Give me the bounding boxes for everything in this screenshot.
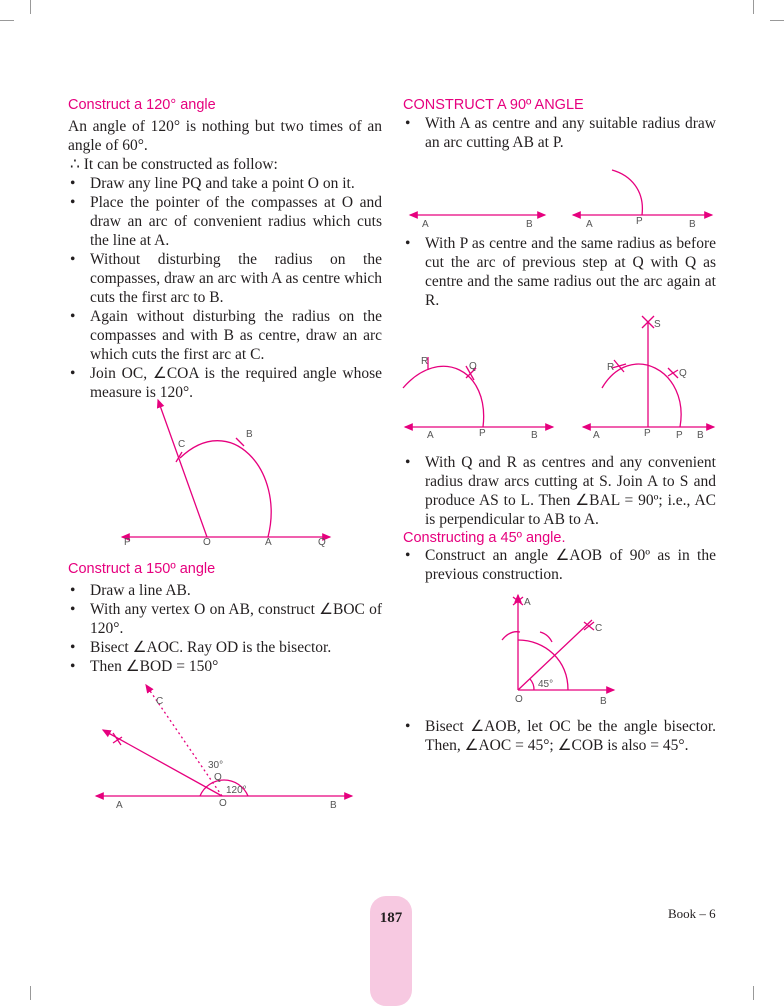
diagram-label: A	[116, 800, 123, 811]
list-item: • Bisect ∠AOB, let OC be the angle bisector. Then, ∠AOC = 45°; ∠COB is also = 45°.	[405, 718, 716, 754]
diagram-label: A	[427, 430, 434, 441]
diagram-label: C	[156, 696, 164, 707]
list-item: • Join OC, ∠COA is the required angle whose measure is 120°.	[70, 365, 382, 401]
text: Draw a line AB.	[90, 582, 191, 599]
text: Place the pointer of the compasses at O and draw an arc of convenient radius which cuts the line at A.	[90, 194, 382, 249]
diagram-label: 120°	[226, 785, 247, 796]
diagram-label: 30°	[208, 760, 224, 771]
diagram-label: B	[600, 696, 607, 707]
diagram-label: A	[422, 219, 429, 230]
diagram-label: P	[644, 428, 651, 439]
diagram-45-angle	[502, 595, 614, 690]
text: Without disturbing the radius on the compasses, draw an arc with A as centre which cuts the first arc to B.	[90, 251, 382, 306]
therefore-line: ∴ It can be constructed as follow:	[70, 156, 278, 173]
text: With P as centre and the same radius as before cut the arc of previous step at Q with Q as centre and the same radius out the arc again at R.	[425, 235, 716, 309]
diagram-label: B	[697, 430, 704, 441]
list-item: • Draw any line PQ and take a point O on it.	[70, 175, 355, 192]
diagram-label: R	[607, 362, 615, 373]
diagram-label: P	[676, 430, 683, 441]
diagram-label: A	[524, 597, 531, 608]
heading-90: CONSTRUCT A 90º ANGLE	[403, 97, 584, 113]
list-item: • Construct an angle ∠AOB of 90º as in the previous construction.	[405, 547, 716, 583]
text: Again without disturbing the radius on the compasses and with B as centre, draw an arc which cuts the first arc at C.	[90, 308, 382, 363]
diagram-label: O	[515, 694, 523, 705]
list-item: • Draw a line AB.	[70, 582, 191, 599]
heading-45: Constructing a 45º angle.	[403, 530, 566, 546]
list-item: • With A as centre and any suitable radius draw an arc cutting AB at P.	[405, 115, 716, 151]
diagram-label: B	[526, 219, 533, 230]
diagram-label: A	[586, 219, 593, 230]
diagram-label: Q	[469, 361, 477, 372]
label-q: Q	[318, 537, 326, 548]
label-b: B	[246, 429, 253, 440]
text: Draw any line PQ and take a point O on it.	[90, 175, 355, 192]
text: With any vertex O on AB, construct ∠BOC of 120°.	[90, 601, 382, 637]
diagram-90-step2	[403, 316, 714, 427]
diagram-150-angle	[96, 685, 352, 796]
text: Join OC, ∠COA is the required angle whose measure is 120°.	[90, 365, 382, 401]
text: Then ∠BOD = 150°	[90, 658, 219, 675]
list-item: • With Q and R as centres and any convenient radius draw arcs cutting at S. Join A to S and produce AS to L. Then ∠BAL = 90º; i.e., AC is perpendicular to AB to A.	[405, 454, 716, 528]
right-column	[403, 96, 716, 754]
text: Bisect ∠AOC. Ray OD is the bisector.	[90, 639, 332, 656]
label-p: P	[124, 537, 131, 548]
diagram-label: B	[689, 219, 696, 230]
list-item: • Place the pointer of the compasses at O and draw an arc of convenient radius which cuts the line at A.	[70, 194, 382, 249]
text: Construct an angle ∠AOB of 90º as in the previous construction.	[425, 547, 716, 583]
list-item: • Then ∠BOD = 150°	[70, 658, 219, 675]
left-column	[68, 96, 382, 675]
diagram-90-step1	[410, 170, 712, 215]
diagram-label: Q	[679, 368, 687, 379]
book-label: Book – 6	[668, 906, 716, 921]
diagram-120-angle	[122, 400, 330, 537]
diagram-label: B	[531, 430, 538, 441]
diagram-label: R	[421, 356, 429, 367]
diagram-label: A	[593, 430, 600, 441]
text: With Q and R as centres and any convenient radius draw arcs cutting at S. Join A to S and produce AS to L. Then ∠BAL = 90º; i.e., AC is perpendicular to AB to A.	[425, 454, 716, 528]
list-item: • Without disturbing the radius on the compasses, draw an arc with A as centre which cuts the first arc to B.	[70, 251, 382, 306]
diagram-label: P	[479, 428, 486, 439]
label-a: A	[265, 537, 272, 548]
label-o: O	[203, 537, 211, 548]
diagram-label: P	[636, 216, 643, 227]
list-item: • With any vertex O on AB, construct ∠BOC of 120°.	[70, 601, 382, 637]
diagram-label: Q	[214, 772, 222, 783]
steps-150-list	[68, 581, 382, 676]
text: With A as centre and any suitable radius draw an arc cutting AB at P.	[425, 115, 716, 151]
steps-120-list	[68, 174, 382, 402]
page-number: 187	[379, 910, 403, 926]
diagram-label: 45°	[538, 679, 554, 690]
list-item: • Again without disturbing the radius on the compasses and with B as centre, draw an arc which cuts the first arc at C.	[70, 308, 382, 363]
diagram-label: S	[654, 319, 661, 330]
heading-150: Construct a 150º angle	[68, 561, 216, 577]
diagram-label: O	[219, 798, 227, 809]
label-c: C	[178, 439, 186, 450]
list-item: • With P as centre and the same radius as before cut the arc of previous step at Q with Q as centre and the same radius out the arc again at R.	[405, 235, 716, 309]
heading-120: Construct a 120° angle	[68, 97, 216, 113]
diagram-label: C	[595, 623, 603, 634]
list-item: • Bisect ∠AOC. Ray OD is the bisector.	[70, 639, 332, 656]
text: Bisect ∠AOB, let OC be the angle bisector. Then, ∠AOC = 45°; ∠COB is also = 45°.	[425, 718, 716, 754]
diagram-label: B	[330, 800, 337, 811]
intro-120: An angle of 120° is nothing but two times of an angle of 60°.	[68, 118, 382, 154]
